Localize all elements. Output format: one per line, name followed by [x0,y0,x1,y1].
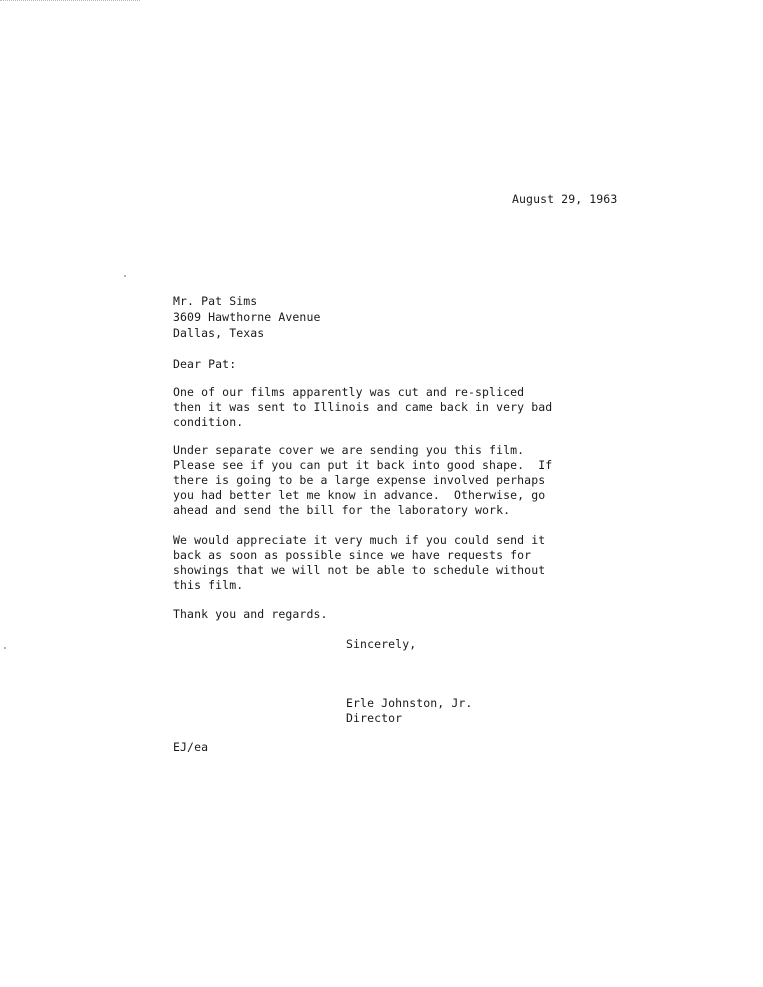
paragraph-2-line-2: Please see if you can put it back into good shape. If [173,458,553,472]
paragraph-2-line-3: there is going to be a large expense involved perhaps [173,473,546,487]
paragraph-3-line-4: this film. [173,578,244,592]
paragraph-1-line-2: then it was sent to Illinois and came back in very bad [173,400,553,414]
scan-edge-marks [0,0,140,3]
scan-speck [124,275,126,277]
salutation: Dear Pat: [173,357,237,371]
paragraph-1-line-1: One of our films apparently was cut and re-spliced [173,385,525,399]
paragraph-2-line-5: ahead and send the bill for the laboratory work. [173,503,511,517]
paragraph-1-line-3: condition. [173,415,244,429]
paragraph-3-line-3: showings that we will not be able to schedule without [173,563,546,577]
paragraph-2-line-1: Under separate cover we are sending you this film. [173,443,525,457]
recipient-street: 3609 Hawthorne Avenue [173,310,321,324]
signer-title: Director [346,711,403,725]
reference-initials: EJ/ea [173,740,209,754]
paragraph-2-line-4: you had better let me know in advance. Otherwise, go [173,488,546,502]
recipient-name: Mr. Pat Sims [173,294,258,308]
paragraph-3-line-2: back as soon as possible since we have requests for [173,548,532,562]
recipient-city: Dallas, Texas [173,326,265,340]
letter-date: August 29, 1963 [512,192,618,206]
scan-speck [4,647,6,649]
closing: Sincerely, [346,637,417,651]
paragraph-4-line-1: Thank you and regards. [173,607,328,621]
signer-name: Erle Johnston, Jr. [346,696,473,710]
paragraph-3-line-1: We would appreciate it very much if you could send it [173,533,546,547]
